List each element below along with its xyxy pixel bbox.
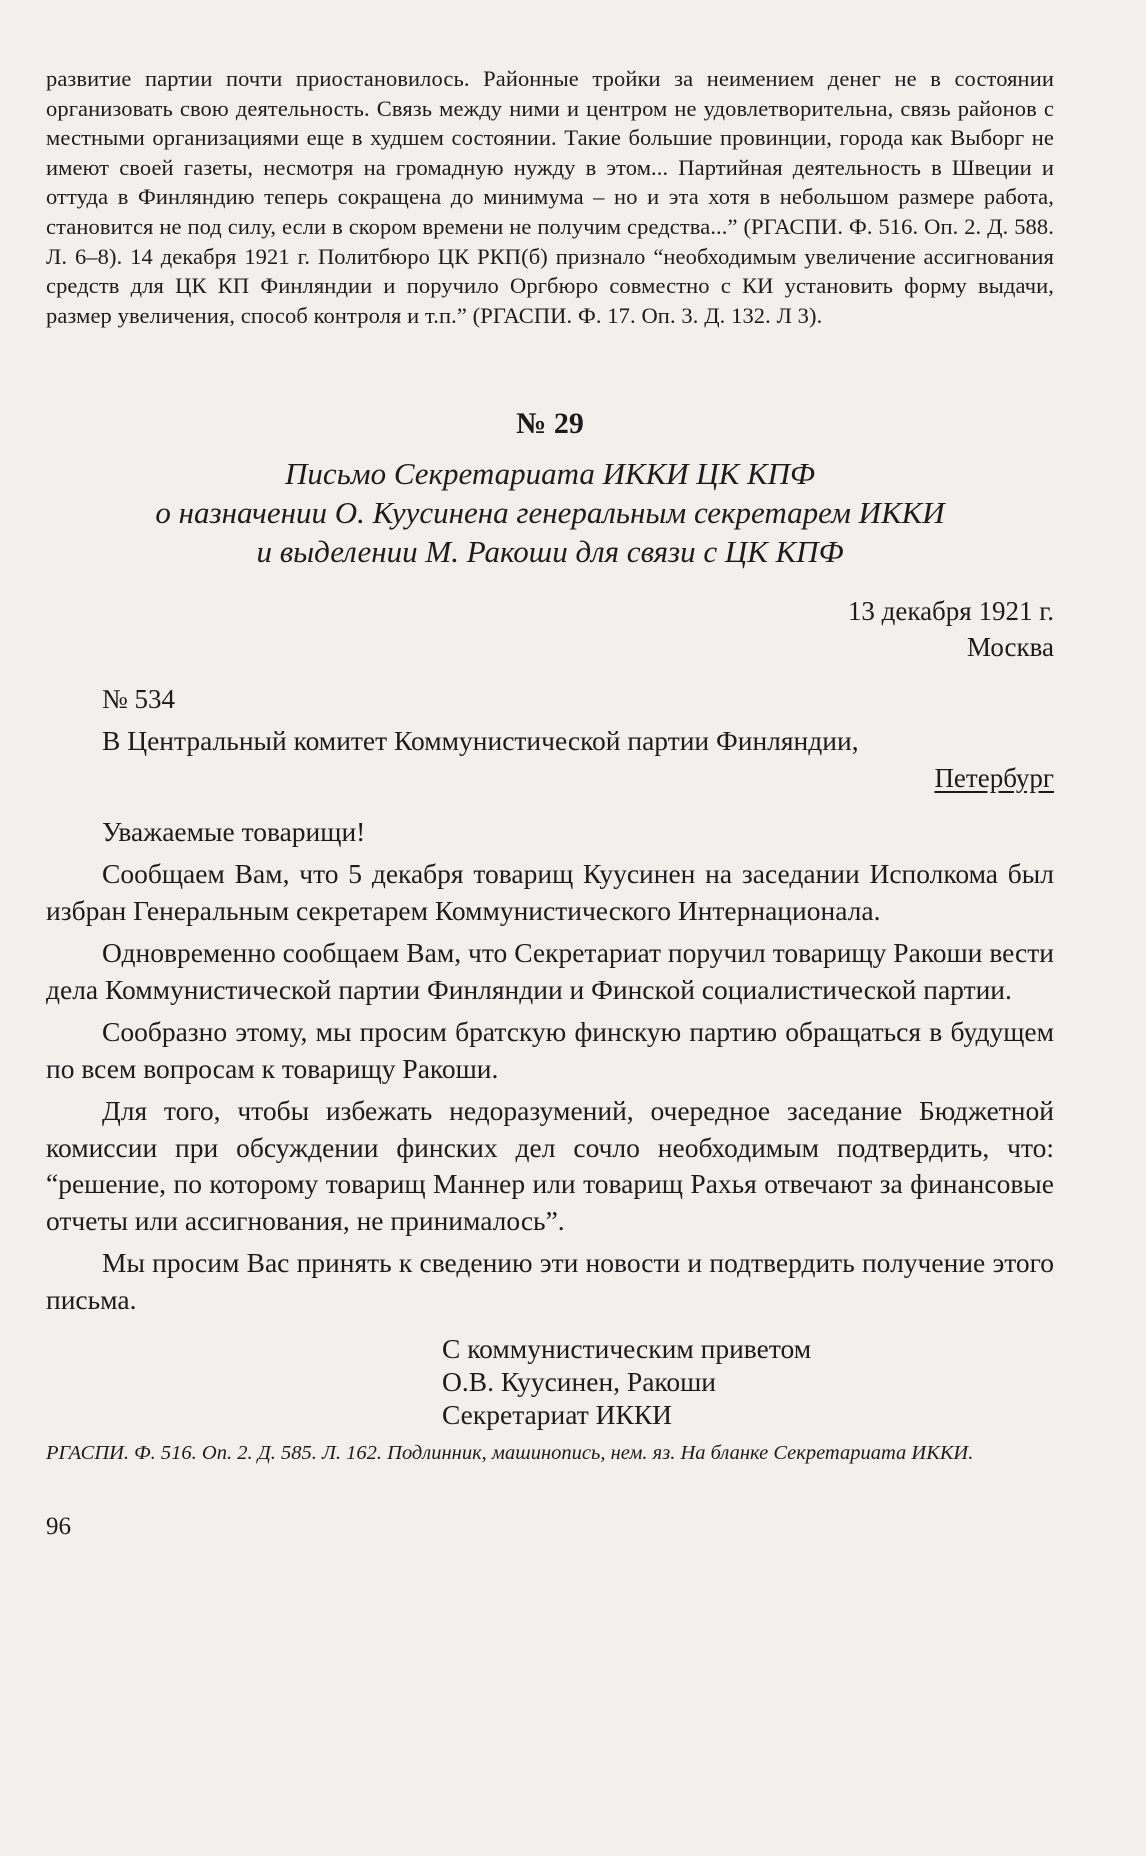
body-paragraph-3: Сообразно этому, мы просим братскую финскую партию обращаться в будущем по всем вопросам к товарищу Ракоши. bbox=[46, 1016, 1054, 1084]
footnote-continuation-text: развитие партии почти приостановилось. Районные тройки за неимением денег не в состоянии организовать свою деятельность. Связь между ними и центром не удовлетворительна, связь районов с местными организациями еще в худшем состоянии. Такие большие провинции, города как Выборг не имеют своей газеты, несмотря на громадную нужду в этом... Партийная деятельность в Швеции и оттуда в Финляндию теперь сокращена до минимума – но и эта хотя в небольшом размере работа, становится не под силу, если в скором времени не получим средства...” (РГАСПИ. Ф. 516. Оп. 2. Д. 588. Л. 6–8). 14 декабря 1921 г. Политбюро ЦК РКП(б) признало “необходимым увеличение ассигнования средств для ЦК КП Финляндии и поручило Оргбюро совместно с КИ установить форму выдачи, размер увеличения, способ контроля и т.п.” (РГАСПИ. Ф. 17. Оп. 3. Д. 132. Л 3). bbox=[46, 66, 1054, 328]
outgoing-number: № 534 bbox=[102, 684, 176, 715]
document-page bbox=[46, 64, 1054, 1541]
body-paragraph-5: Мы просим Вас принять к сведению эти новости и подтвердить получение этого письма. bbox=[46, 1247, 1054, 1315]
addressee-city-line bbox=[46, 760, 1054, 796]
signature-names: О.В. Куусинен, Ракоши bbox=[442, 1366, 717, 1398]
document-title-line-2: о назначении О. Куусинена генеральным секретарем ИККИ bbox=[155, 495, 945, 531]
document-number: № 29 bbox=[516, 407, 584, 441]
document-title-line-1: Письмо Секретариата ИККИ ЦК КПФ bbox=[285, 456, 815, 492]
body-paragraph-2: Одновременно сообщаем Вам, что Секретариат поручил товарищу Ракоши вести дела Коммунистической партии Финляндии и Финской социалистической партии. bbox=[46, 937, 1054, 1005]
addressee: В Центральный комитет Коммунистической партии Финляндии, bbox=[102, 725, 859, 757]
body-paragraph-4: Для того, чтобы избежать недоразумений, очередное заседание Бюджетной комиссии при обсуждении финских дел сочло необходимым подтвердить, что: “решение, по которому товарищ Маннер или товарищ Рахья отвечают за финансовые отчеты или ассигнования, не принималось”. bbox=[46, 1095, 1054, 1236]
page-number: 96 bbox=[46, 1513, 71, 1541]
body-paragraph-1: Сообщаем Вам, что 5 декабря товарищ Куусинен на заседании Исполкома был избран Генеральным секретарем Коммунистического Интернационала. bbox=[46, 858, 1054, 926]
greeting: Уважаемые товарищи! bbox=[102, 815, 366, 847]
signature-block bbox=[442, 1332, 1054, 1431]
document-place: Москва bbox=[967, 632, 1054, 663]
document-date: 13 декабря 1921 г. bbox=[847, 596, 1054, 627]
signature-closing: С коммунистическим приветом bbox=[442, 1333, 812, 1365]
archival-source-note: РГАСПИ. Ф. 516. Оп. 2. Д. 585. Л. 162. Подлинник, машинопись, нем. яз. На бланке Секретариата ИККИ. bbox=[46, 1442, 974, 1465]
document-title-line-3: и выделении М. Ракоши для связи с ЦК КПФ bbox=[256, 534, 844, 570]
addressee-city: Петербург bbox=[934, 762, 1054, 793]
signature-organization: Секретариат ИККИ bbox=[442, 1399, 673, 1431]
